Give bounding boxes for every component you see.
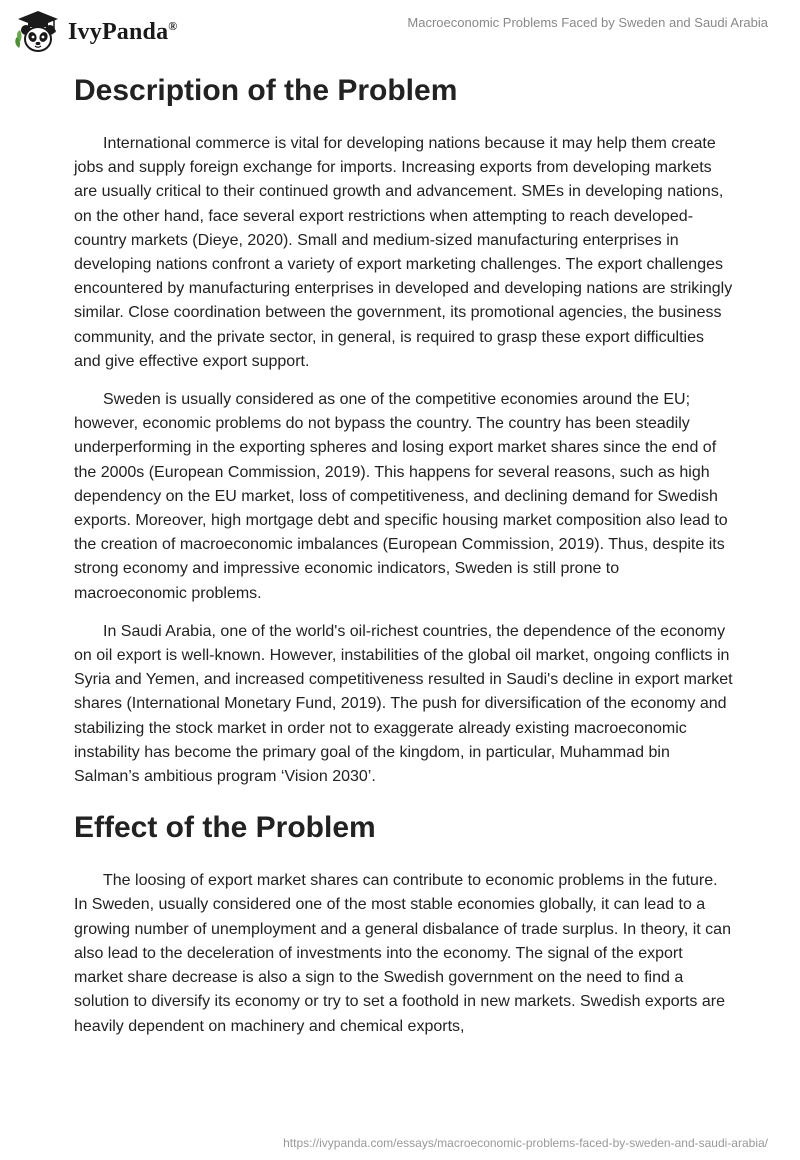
source-url-link[interactable]: https://ivypanda.com/essays/macroeconomic-problems-faced-by-sweden-and-saudi-arabia/ (283, 1136, 768, 1150)
document-title: Macroeconomic Problems Faced by Sweden and Saudi Arabia (407, 15, 768, 30)
section-heading-description: Description of the Problem (74, 74, 458, 107)
panda-graduate-icon (14, 8, 62, 56)
essay-content (74, 72, 734, 1053)
ivypanda-logo[interactable] (14, 8, 177, 56)
page-header (0, 0, 800, 60)
paragraph: International commerce is vital for developing nations because it may help them create jobs and supply foreign exchange for imports. Increasing exports from developing markets are usually critical to their continued growth and advancement. SMEs in developing nations, on the other hand, face several export restrictions when attempting to reach developed-country markets (Dieye, 2020). Small and medium-sized manufacturing enterprises in developing nations confront a variety of export marketing challenges. The export challenges encountered by manufacturing enterprises in developed and developing nations are strikingly similar. Close coordination between the government, its promotional agencies, the business community, and the private sector, in general, is required to grasp these export difficulties and give effective export support. (74, 135, 733, 370)
logo-wordmark: IvyPanda® (68, 18, 178, 45)
paragraph: Sweden is usually considered as one of the competitive economies around the EU; however, economic problems do not bypass the country. The country has been steadily underperforming in the exporting spheres and losing export market shares since the end of the 2000s (European Commission, 2019). This happens for several reasons, such as high dependency on the EU market, loss of competitiveness, and declining demand for Swedish exports. Moreover, high mortgage debt and specific housing market composition also lead to the creation of macroeconomic imbalances (European Commission, 2019). Thus, despite its strong economy and impressive economic indicators, Sweden is still prone to macroeconomic problems. (74, 391, 728, 602)
paragraph: The loosing of export market shares can contribute to economic problems in the future. In Sweden, usually considered one of the most stable economies globally, it can lead to a growing number of unemployment and a general disbalance of trade surplus. In theory, it can also lead to the deceleration of investments into the economy. The signal of the export market share decrease is also a sign to the Swedish government on the need to find a solution to diversify its economy or try to set a foothold in new markets. Swedish exports are heavily dependent on machinery and chemical exports, (74, 872, 731, 1035)
paragraph: In Saudi Arabia, one of the world's oil-richest countries, the dependence of the economy on oil export is well-known. However, instabilities of the global oil market, ongoing conflicts in Syria and Yemen, and increased competitiveness resulted in Saudi's decline in export market shares (International Monetary Fund, 2019). The push for diversification of the economy and stabilizing the stock market in order not to exaggerate already existing macroeconomic instability has become the primary goal of the kingdom, in particular, Muhammad bin Salman’s ambitious program ‘Vision 2030’. (74, 622, 733, 786)
section-heading-effect: Effect of the Problem (74, 811, 376, 845)
